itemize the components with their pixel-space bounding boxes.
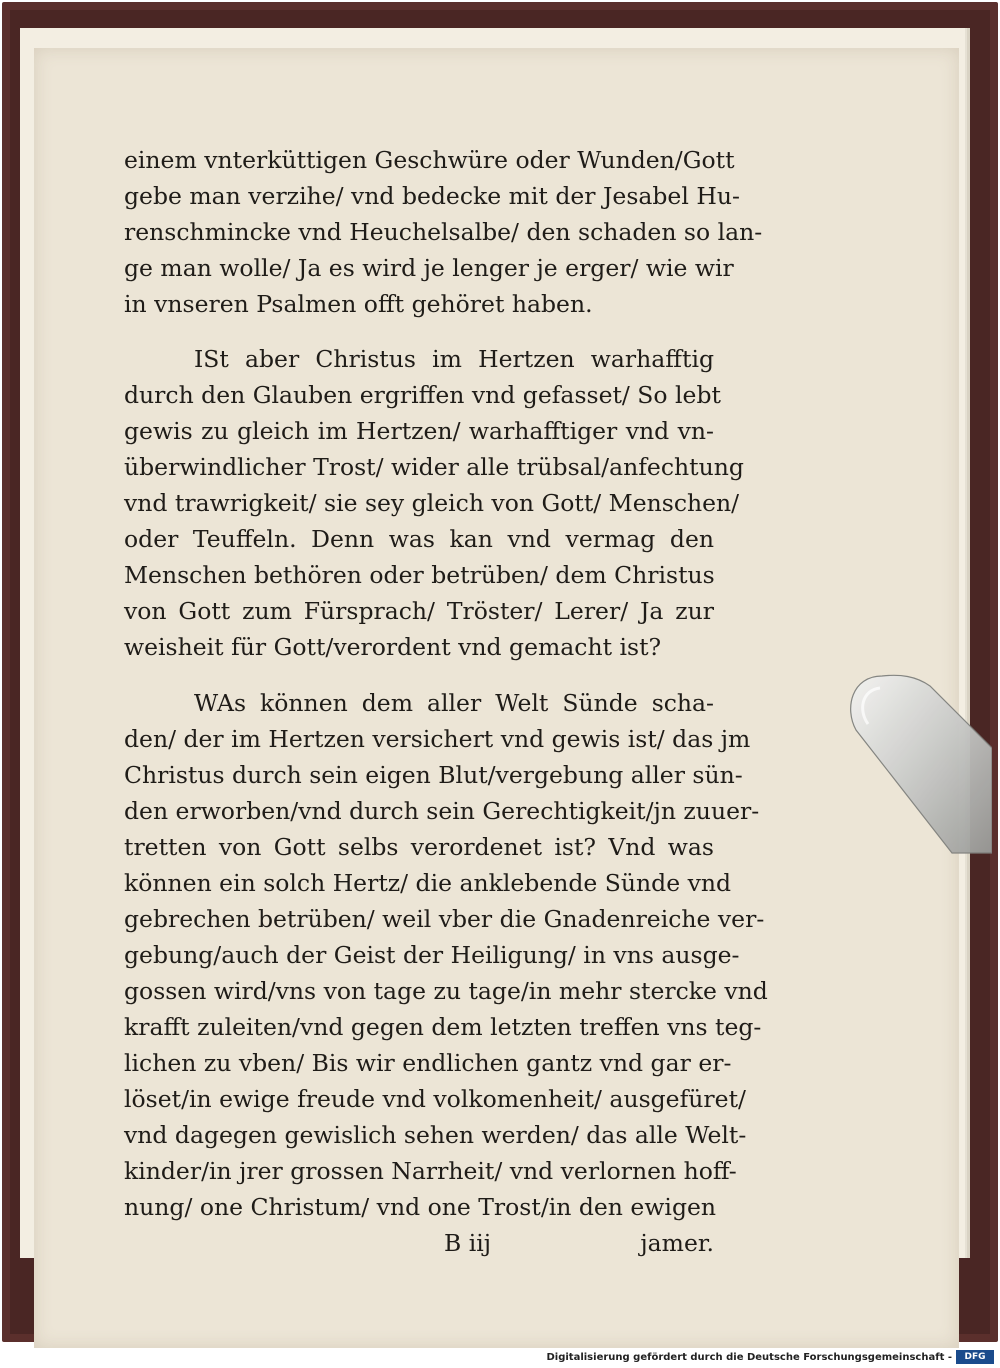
text-line: können ein solch Hertz/ die anklebende Sünde vnd xyxy=(124,869,732,897)
page-stack-edge xyxy=(20,28,965,1258)
text-line: ISt aber Christus im Hertzen warhafftig xyxy=(194,345,714,373)
text-line: einem vnterküttigen Geschwüre oder Wunden/Gott xyxy=(124,146,735,174)
text-line: löset/in ewige freude vnd volkomenheit/ ausgefüret/ xyxy=(124,1085,746,1113)
text-line: weisheit für Gott/verordent vnd gemacht ist? xyxy=(124,633,662,661)
dfg-logo: DFG xyxy=(956,1350,994,1364)
text-line: gebrechen betrüben/ weil vber die Gnadenreiche ver- xyxy=(124,905,765,933)
text-line: gebe man verzihe/ vnd bedecke mit der Jesabel Hu- xyxy=(124,182,740,210)
text-line: Menschen bethören oder betrüben/ dem Christus xyxy=(124,561,715,589)
text-line: lichen zu vben/ Bis wir endlichen gantz vnd gar er- xyxy=(124,1049,732,1077)
text-line: nung/ one Christum/ vnd one Trost/in den ewigen xyxy=(124,1193,717,1221)
text-line: tretten von Gott selbs verordenet ist? Vnd was xyxy=(124,833,714,861)
book-page xyxy=(34,48,959,1348)
text-line: durch den Glauben ergriffen vnd gefasset/ So lebt xyxy=(124,381,721,409)
text-line: ge man wolle/ Ja es wird je lenger je erger/ wie wir xyxy=(124,254,734,282)
signature-mark: B iij xyxy=(444,1229,492,1257)
text-line: den/ der im Hertzen versichert vnd gewis ist/ das jm xyxy=(124,725,751,753)
text-line: vnd trawrigkeit/ sie sey gleich von Gott/ Menschen/ xyxy=(124,489,740,517)
catchline xyxy=(124,1228,714,1258)
text-line: in vnseren Psalmen offt gehöret haben. xyxy=(124,290,593,318)
footer-credit: Digitalisierung gefördert durch die Deutsche Forschungsgemeinschaft - xyxy=(546,1352,952,1363)
text-line: gossen wird/vns von tage zu tage/in mehr stercke vnd xyxy=(124,977,768,1005)
text-line: renschmincke vnd Heuchelsalbe/ den schaden so lan- xyxy=(124,218,763,246)
text-line: gewis zu gleich im Hertzen/ warhafftiger vnd vn- xyxy=(124,417,714,445)
text-line: gebung/auch der Geist der Heiligung/ in vns ausge- xyxy=(124,941,740,969)
text-line: überwindlicher Trost/ wider alle trübsal/anfechtung xyxy=(124,453,744,481)
text-line: Christus durch sein eigen Blut/vergebung aller sün- xyxy=(124,761,743,789)
text-line: kinder/in jrer grossen Narrheit/ vnd verlornen hoff- xyxy=(124,1157,737,1185)
catchword: jamer. xyxy=(640,1229,714,1257)
text-line: vnd dagegen gewislich sehen werden/ das alle Welt- xyxy=(124,1121,747,1149)
text-line: von Gott zum Fürsprach/ Tröster/ Lerer/ Ja zur xyxy=(124,597,714,625)
glass-page-weight xyxy=(842,668,992,858)
text-line: krafft zuleiten/vnd gegen dem letzten treffen vns teg- xyxy=(124,1013,762,1041)
text-line: WAs können dem aller Welt Sünde scha- xyxy=(194,689,714,717)
text-line: den erworben/vnd durch sein Gerechtigkeit/jn zuuer- xyxy=(124,797,760,825)
text-line: oder Teuffeln. Denn was kan vnd vermag den xyxy=(124,525,714,553)
